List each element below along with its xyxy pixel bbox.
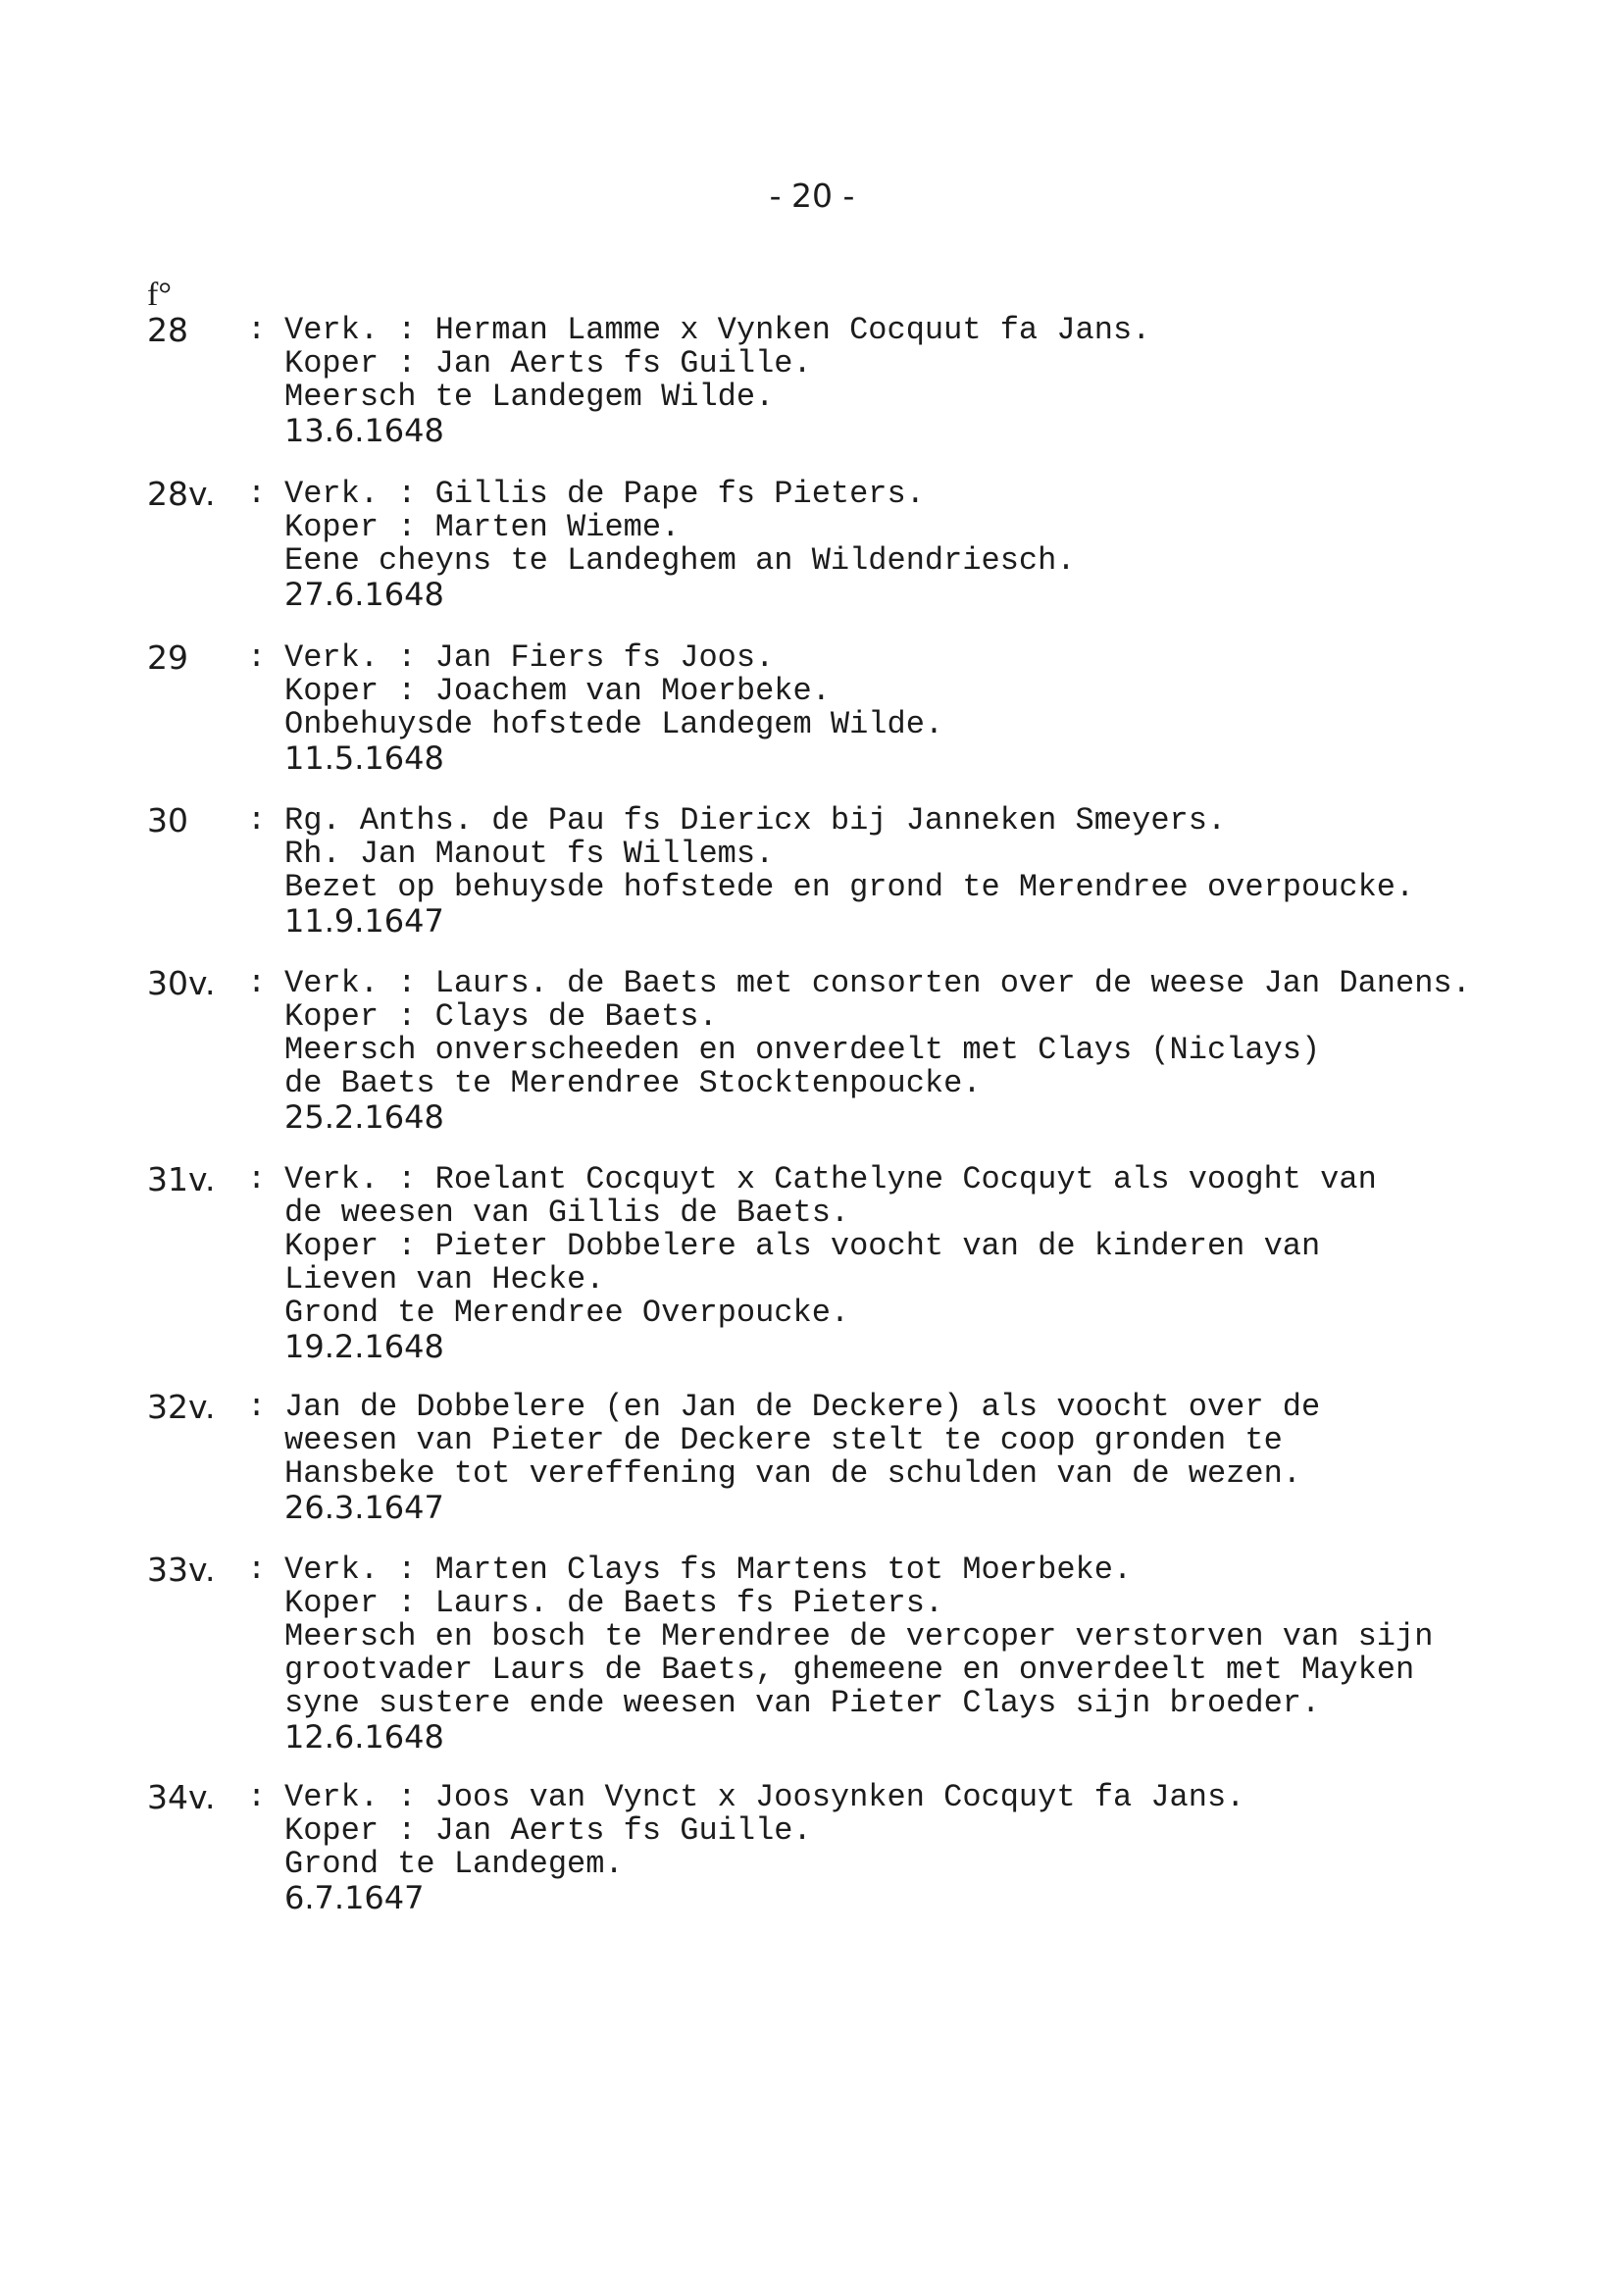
entry-line: Lieven van Hecke. (284, 1261, 605, 1298)
entry-date: 27.6.1648 (284, 576, 444, 613)
entry-line: Hansbeke tot vereffening van de schulden van de wezen. (284, 1455, 1301, 1492)
entry-text (284, 1553, 1433, 1754)
entry-line: Koper : Clays de Baets. (284, 998, 718, 1035)
entry-text (284, 1781, 1244, 1914)
entry-line: Verk. : Gillis de Pape fs Pieters. (284, 476, 925, 512)
entry-date: 12.6.1648 (284, 1718, 444, 1756)
folio-number: 28 (147, 311, 188, 349)
entry-line: Koper : Pieter Dobbelere als voocht van de kinderen van (284, 1228, 1321, 1264)
entry-separator: : (247, 1779, 267, 1815)
folio-number: 30 (147, 801, 188, 840)
entry-line: Grond te Landegem. (284, 1846, 624, 1882)
entry-separator: : (247, 802, 267, 839)
entry-text (284, 314, 1150, 447)
entry-line: Meersch onverscheeden en onverdeelt met Clays (Niclays) (284, 1032, 1321, 1068)
folio-number: 34v. (147, 1778, 216, 1816)
entry-line: grootvader Laurs de Baets, ghemeene en onverdeelt met Mayken (284, 1652, 1415, 1688)
entry-date: 19.2.1648 (284, 1328, 444, 1365)
entry-line: Verk. : Joos van Vynct x Joosynken Cocquyt fa Jans. (284, 1779, 1245, 1815)
folio-number: 33v. (147, 1551, 216, 1589)
entry-line: Rh. Jan Manout fs Willems. (284, 836, 775, 872)
entry-date: 25.2.1648 (284, 1098, 444, 1136)
folio-number: 29 (147, 638, 188, 677)
page-number: - 20 - (769, 177, 855, 215)
folio-column-header: f° (147, 277, 172, 313)
entry-line: Jan de Dobbelere (en Jan de Deckere) als voocht over de (284, 1389, 1321, 1425)
entry-separator: : (247, 476, 267, 512)
entry-line: syne sustere ende weesen van Pieter Clays sijn broeder. (284, 1685, 1321, 1721)
entry-date: 11.5.1648 (284, 739, 444, 777)
entry-line: Verk. : Roelant Cocquyt x Cathelyne Cocquyt als vooght van (284, 1161, 1377, 1197)
folio-number: 31v. (147, 1160, 216, 1198)
folio-number: 28v. (147, 475, 216, 513)
entry-line: de weesen van Gillis de Baets. (284, 1195, 850, 1231)
entry-line: Verk. : Marten Clays fs Martens tot Moerbeke. (284, 1552, 1133, 1588)
entry-separator: : (247, 312, 267, 348)
entry-line: Koper : Laurs. de Baets fs Pieters. (284, 1585, 944, 1621)
entry-separator: : (247, 639, 267, 676)
entry-line: Meersch en bosch te Merendree de vercoper verstorven van sijn (284, 1618, 1434, 1655)
entry-separator: : (247, 965, 267, 1001)
entry-date: 13.6.1648 (284, 412, 444, 449)
entry-text (284, 1163, 1377, 1363)
entry-line: Verk. : Jan Fiers fs Joos. (284, 639, 775, 676)
entry-text (284, 967, 1471, 1134)
entry-text (284, 804, 1414, 938)
entry-line: Grond te Merendree Overpoucke. (284, 1295, 850, 1331)
entry-date: 26.3.1647 (284, 1489, 444, 1526)
entry-text (284, 641, 943, 775)
entry-separator: : (247, 1389, 267, 1425)
entry-line: de Baets te Merendree Stocktenpoucke. (284, 1065, 982, 1101)
entry-line: Koper : Joachem van Moerbeke. (284, 673, 831, 709)
entry-separator: : (247, 1552, 267, 1588)
entry-line: Onbehuysde hofstede Landegem Wilde. (284, 706, 944, 742)
entry-line: Koper : Jan Aerts fs Guille. (284, 1812, 812, 1849)
entry-line: Koper : Marten Wieme. (284, 509, 681, 545)
entry-line: Verk. : Herman Lamme x Vynken Cocquut fa Jans. (284, 312, 1151, 348)
entry-text (284, 1391, 1320, 1524)
folio-number: 32v. (147, 1388, 216, 1426)
entry-line: Verk. : Laurs. de Baets met consorten over de weese Jan Danens. (284, 965, 1471, 1001)
entry-date: 11.9.1647 (284, 902, 444, 940)
entry-separator: : (247, 1161, 267, 1197)
entry-text (284, 478, 1076, 611)
entry-line: Meersch te Landegem Wilde. (284, 379, 775, 415)
entry-line: Rg. Anths. de Pau fs Diericx bij Janneken Smeyers. (284, 802, 1227, 839)
folio-number: 30v. (147, 964, 216, 1002)
entry-line: Bezet op behuysde hofstede en grond te Merendree overpoucke. (284, 869, 1415, 905)
entry-date: 6.7.1647 (284, 1879, 425, 1916)
entry-line: Koper : Jan Aerts fs Guille. (284, 345, 812, 382)
entry-line: weesen van Pieter de Deckere stelt te coop gronden te (284, 1422, 1283, 1458)
entry-line: Eene cheyns te Landeghem an Wildendriesch. (284, 542, 1076, 579)
